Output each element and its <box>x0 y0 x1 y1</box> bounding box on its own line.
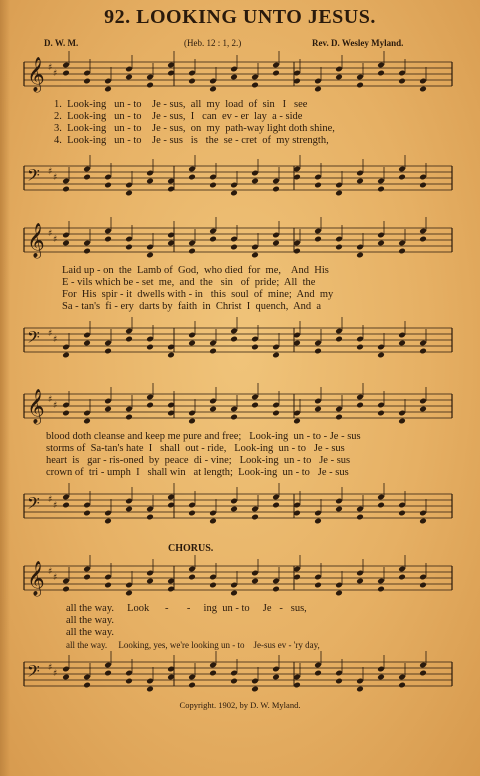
treble-staff <box>24 222 452 262</box>
lyric-line: all the way. Look - - ing un - to Je - sus, <box>66 603 307 614</box>
music-credit: D. W. M. <box>44 38 79 48</box>
svg-text:♯: ♯ <box>53 669 58 679</box>
bass-staff <box>24 488 452 528</box>
svg-text:♯: ♯ <box>48 63 53 73</box>
svg-text:𝄢: 𝄢 <box>27 661 40 685</box>
lyric-line: Sa - tan's fi - ery darts by faith in Christ I quench, And a <box>62 301 322 312</box>
lyric-line: all the way. <box>66 615 115 626</box>
svg-text:♯: ♯ <box>53 235 58 245</box>
svg-text:𝄞: 𝄞 <box>27 223 45 258</box>
svg-text:𝄞: 𝄞 <box>27 561 45 596</box>
bass-staff <box>24 656 452 696</box>
lyric-line: 4. Look-ing un - to Je - sus is the se - cret of my strength, <box>54 135 329 146</box>
lyric-line: heart is gar - ris-oned by peace di - vine; Look-ing un - to Je - sus <box>46 455 351 466</box>
lyric-line: For His spir - it dwells with - in this soul of mine; And my <box>62 289 334 300</box>
hymn-title: 92. LOOKING UNTO JESUS. <box>104 6 376 28</box>
music-system-4 <box>24 560 452 700</box>
svg-text:♯: ♯ <box>53 335 58 345</box>
svg-text:♯: ♯ <box>48 663 53 673</box>
lyric-line: 3. Look-ing un - to Je - sus, on my path-way light doth shine, <box>54 123 335 134</box>
bass-staff <box>24 322 452 362</box>
music-system-3 <box>24 388 452 528</box>
bass-staff <box>24 160 452 200</box>
copyright-notice: Copyright. 1902, by D. W. Myland. <box>179 700 301 710</box>
lyric-line: all the way. Looking, yes, we're looking un - to Je-sus ev - 'ry day, <box>66 640 320 650</box>
words-credit: Rev. D. Wesley Myland. <box>312 38 404 48</box>
svg-text:𝄢: 𝄢 <box>27 327 40 351</box>
treble-staff <box>24 388 452 428</box>
svg-text:♯: ♯ <box>53 401 58 411</box>
lyric-line: E - vils which be - set me, and the sin of pride; All the <box>62 277 316 288</box>
svg-text:♯: ♯ <box>53 69 58 79</box>
svg-text:𝄢: 𝄢 <box>27 165 40 189</box>
lyric-line: 1. Look-ing un - to Je - sus, all my load of sin I see <box>54 99 308 110</box>
svg-text:♯: ♯ <box>48 167 53 177</box>
lyric-line: Laid up - on the Lamb of God, who died for me, And His <box>62 265 329 276</box>
lyric-line: crown of tri - umph I shall win at length; Look-ing un - to Je - sus <box>46 467 349 478</box>
svg-text:♯: ♯ <box>48 229 53 239</box>
lyric-line: storms of Sa-tan's hate I shall out - ride, Look-ing un - to Je - sus <box>46 443 345 454</box>
treble-staff <box>24 56 452 96</box>
svg-text:♯: ♯ <box>53 173 58 183</box>
lyric-line: 2. Look-ing un - to Je - sus, I can ev - er lay a - side <box>54 111 303 122</box>
lyric-line: all the way. <box>66 627 115 638</box>
svg-text:♯: ♯ <box>48 495 53 505</box>
svg-text:♯: ♯ <box>53 573 58 583</box>
music-system-2 <box>24 222 452 362</box>
svg-text:𝄞: 𝄞 <box>27 57 45 92</box>
music-system-1 <box>24 56 452 196</box>
chorus-label: CHORUS. <box>168 543 214 554</box>
svg-text:♯: ♯ <box>48 329 53 339</box>
svg-text:♯: ♯ <box>48 567 53 577</box>
svg-text:𝄢: 𝄢 <box>27 493 40 517</box>
scripture-reference: (Heb. 12 : 1, 2.) <box>184 38 242 48</box>
treble-staff <box>24 560 452 600</box>
lyric-line: blood doth cleanse and keep me pure and free; Look-ing un - to - Je - sus <box>46 431 361 442</box>
svg-text:𝄞: 𝄞 <box>27 389 45 424</box>
svg-text:♯: ♯ <box>53 501 58 511</box>
svg-text:♯: ♯ <box>48 395 53 405</box>
page-edge <box>0 0 10 776</box>
